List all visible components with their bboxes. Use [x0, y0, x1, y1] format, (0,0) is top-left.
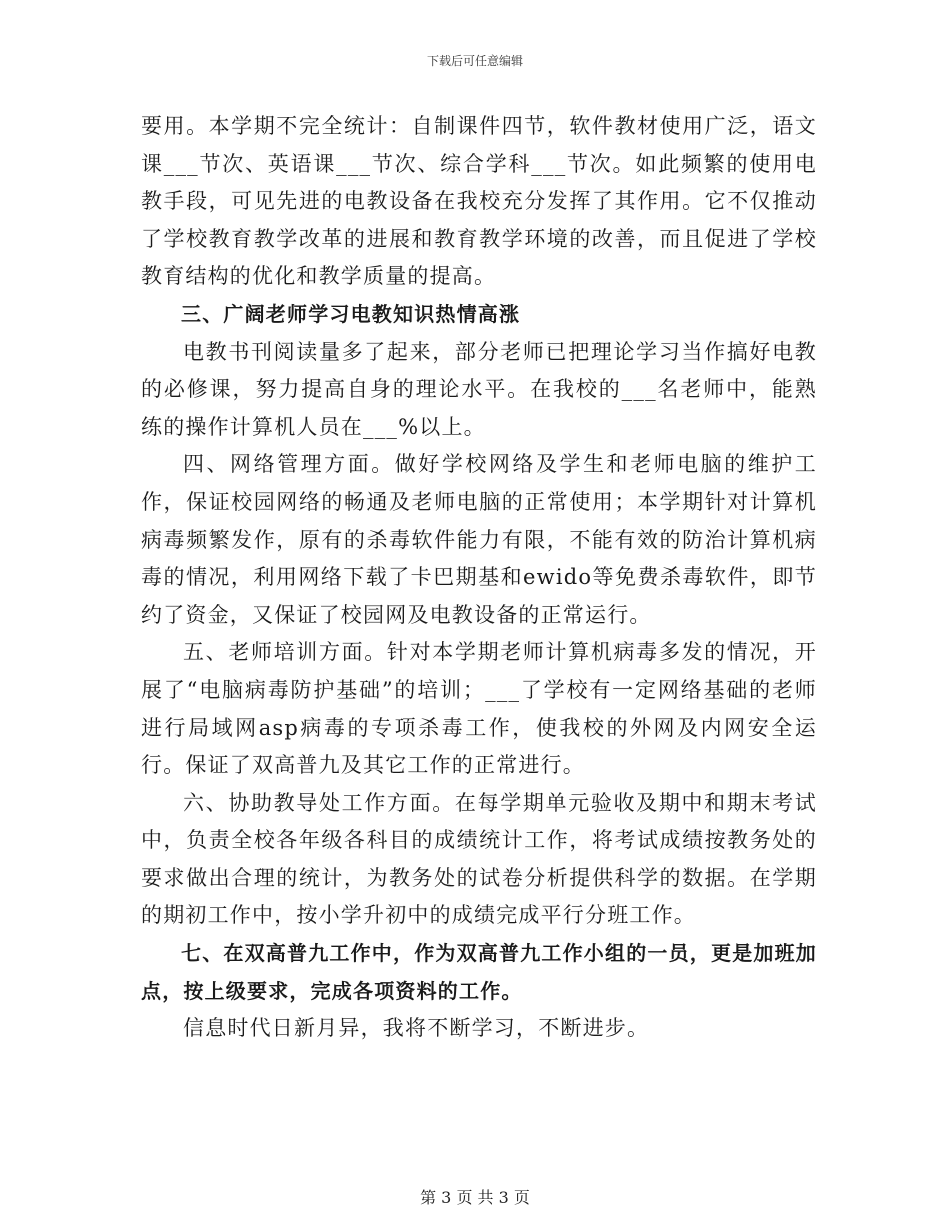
page-header: 下载后可任意编辑 — [426, 54, 523, 68]
paragraph-section-6: 六、协助教导处工作方面。在每学期单元验收及期中和期末考试中，负责全校各年级各科目的成绩统计工作，将考试成绩按教务处的要求做出合理的统计，为教务处的试卷分析提供科学的数据。在学期的期初工作中，按小学升初中的成绩完成平行分班工作。 — [141, 790, 817, 928]
page-footer: 第 3 页 共 3 页 — [420, 1188, 530, 1207]
paragraph-section-3: 电教书刊阅读量多了起来，部分老师已把理论学习当作搞好电教的必修课，努力提高自身的理论水平。在我校的___名老师中，能熟练的操作计算机人员在___%以上。 — [141, 339, 817, 439]
paragraph-continuation: 要用。本学期不完全统计：自制课件四节，软件教材使用广泛，语文课___节次、英语课___节次、综合学科___节次。如此频繁的使用电教手段，可见先进的电教设备在我校充分发挥了其作用。它不仅推动了学校教育教学改革的进展和教育教学环境的改善，而且促进了学校教育结构的优化和教学质量的提高。 — [141, 114, 817, 289]
document-body — [141, 108, 817, 1048]
paragraph-section-4: 四、网络管理方面。做好学校网络及学生和老师电脑的维护工作，保证校园网络的畅通及老师电脑的正常使用；本学期针对计算机病毒频繁发作，原有的杀毒软件能力有限，不能有效的防治计算机病毒的情况，利用网络下载了卡巴期基和ewido等免费杀毒软件，即节约了资金，又保证了校园网及电教设备的正常运行。 — [141, 452, 817, 627]
section-heading-7: 七、在双高普九工作中，作为双高普九工作小组的一员，更是加班加点，按上级要求，完成各项资料的工作。 — [141, 941, 817, 1003]
paragraph-closing: 信息时代日新月异，我将不断学习，不断进步。 — [183, 1016, 650, 1041]
section-heading-3: 三、广阔老师学习电教知识热情高涨 — [181, 301, 521, 326]
paragraph-section-5: 五、老师培训方面。针对本学期老师计算机病毒多发的情况，开展了“电脑病毒防护基础”的培训；___了学校有一定网络基础的老师进行局域网asp病毒的专项杀毒工作，使我校的外网及内网安全运行。保证了双高普九及其它工作的正常进行。 — [141, 640, 817, 778]
